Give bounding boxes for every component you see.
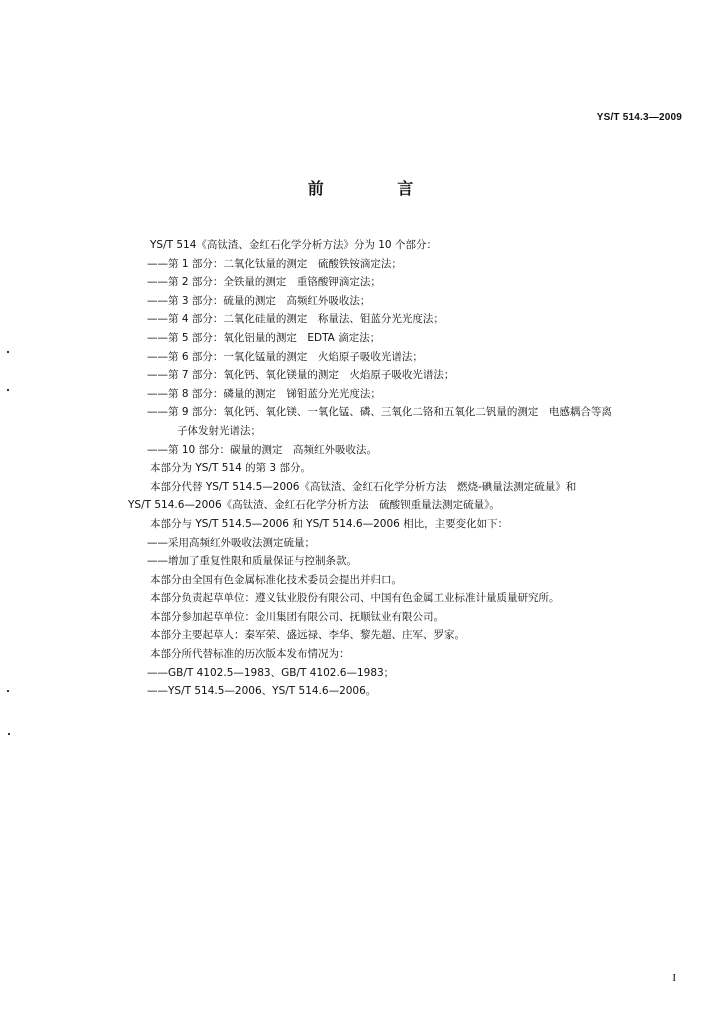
list-item: ——第 1 部分：二氧化钛量的测定 硫酸铁铵滴定法； [147,257,402,270]
list-item: ——第 6 部分：一氧化锰量的测定 火焰原子吸收光谱法； [147,350,423,363]
list-item: ——采用高频红外吸收法测定硫量； [147,536,315,549]
list-item: ——第 10 部分：碳量的测定 高频红外吸收法。 [147,443,378,456]
paragraph: YS/T 514《高钛渣、金红石化学分析方法》分为 10 个部分： [150,239,437,251]
paragraph: 本部分所代替标准的历次版本发布情况为： [150,648,350,661]
paragraph: 本部分与 YS/T 514.5—2006 和 YS/T 514.6—2006 相比，主要变化如下： [150,517,509,530]
scan-speck [7,690,9,692]
scan-speck [8,733,10,735]
scan-speck [7,351,9,353]
paragraph: 本部分负责起草单位：遵义钛业股份有限公司、中国有色金属工业标准计量质量研究所。 [150,592,560,605]
list-item: ——第 8 部分：磷量的测定 锑钼蓝分光光度法； [147,387,381,400]
list-item: ——第 3 部分：硫量的测定 高频红外吸收法； [147,294,371,307]
document-body [128,236,684,701]
list-item: ——增加了重复性限和质量保证与控制条款。 [147,555,357,568]
paragraph: 本部分主要起草人：秦军荣、盛远禄、李华、黎先超、庄军、罗家。 [150,629,465,642]
standard-code: YS/T 514.3—2009 [596,112,682,123]
paragraph-continuation: YS/T 514.6—2006《高钛渣、金红石化学分析方法 硫酸钡重量法测定硫量》。 [128,499,500,512]
list-item: ——第 2 部分：全铁量的测定 重铬酸钾滴定法； [147,276,381,289]
paragraph: 本部分代替 YS/T 514.5—2006《高钛渣、金红石化学分析方法 燃烧-碘量法测定硫量》和 [150,480,577,493]
list-item: ——第 7 部分：氧化钙、氧化镁量的测定 火焰原子吸收光谱法； [147,369,455,382]
paragraph: 本部分参加起草单位：金川集团有限公司、抚顺钛业有限公司。 [150,610,444,623]
page-title: 前 言 [307,179,448,198]
list-item: ——第 9 部分：氧化钙、氧化镁、一氧化锰、磷、三氧化二铬和五氧化二钒量的测定 电感耦合等离 [147,406,612,419]
list-item: ——YS/T 514.5—2006、YS/T 514.6—2006。 [147,685,377,698]
paragraph: 本部分为 YS/T 514 的第 3 部分。 [150,462,311,475]
paragraph: 本部分由全国有色金属标准化技术委员会提出并归口。 [150,573,402,586]
list-item: ——第 5 部分：氧化铝量的测定 EDTA 滴定法； [147,331,381,344]
scan-speck [7,389,9,391]
list-item: ——第 4 部分：二氧化硅量的测定 称量法、钼蓝分光光度法； [147,313,444,326]
list-item: ——GB/T 4102.5—1983、GB/T 4102.6—1983； [147,666,395,679]
page-number: I [672,972,676,984]
list-item-continuation: 子体发射光谱法； [177,424,261,437]
